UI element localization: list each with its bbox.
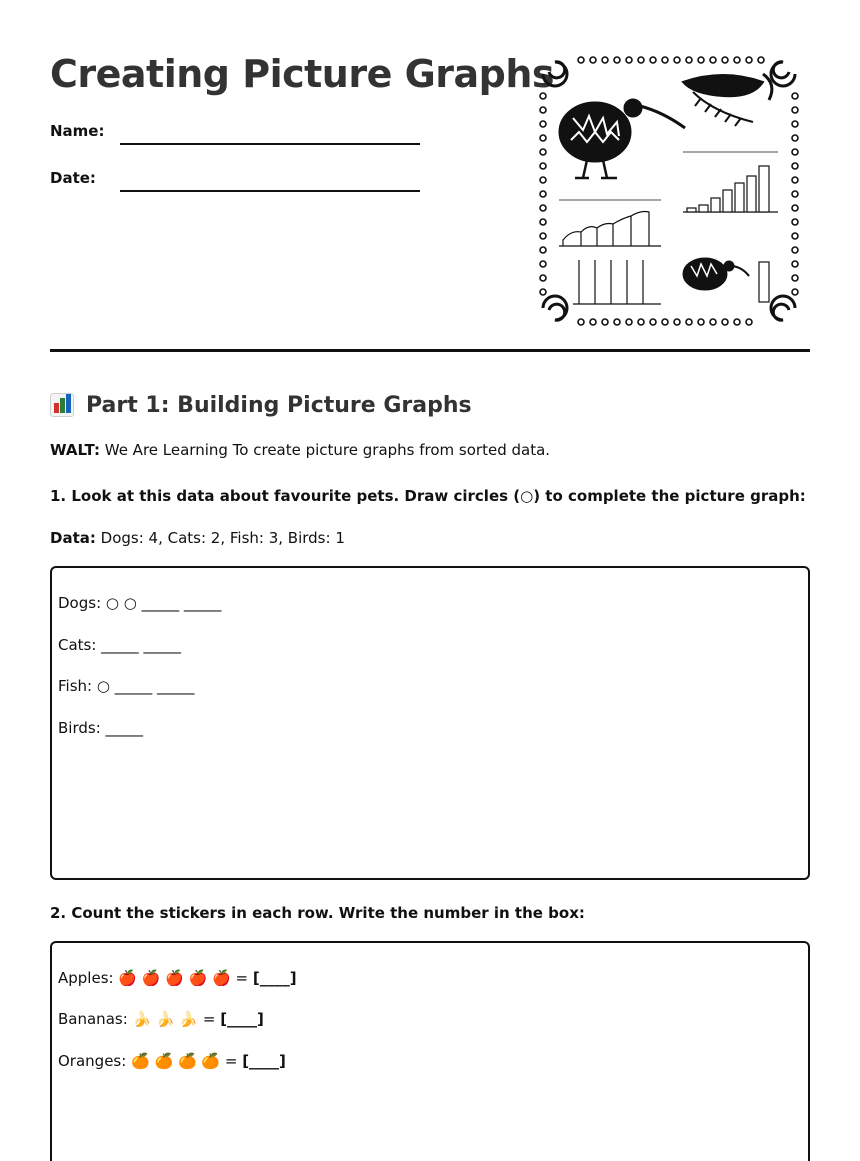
sticker-row-apples [58,969,297,987]
name-label: Name: [50,122,105,140]
part1-heading-text: Part 1: Building Picture Graphs [86,392,472,418]
part1-heading [50,390,472,420]
page-title: Creating Picture Graphs [50,52,555,96]
apples-answer-box[interactable]: [____] [252,969,297,987]
sticker-row-bananas [58,1010,264,1028]
walt-statement [50,441,550,459]
fern-pattern-icon [683,74,772,126]
sticker-row-oranges [58,1052,286,1070]
date-write-line[interactable] [120,190,420,192]
header-divider [50,349,810,352]
graph-row-fish: Fish: ○ _____ _____ [58,677,195,695]
walt-label: WALT: [50,441,100,459]
date-label: Date: [50,169,96,187]
orange-icon: Oranges: 🍊 🍊 🍊 🍊 = [58,1052,243,1070]
mini-bar-chart-icon [683,152,778,212]
walt-text: We Are Learning To create picture graphs from sorted data. [99,441,551,459]
small-kiwi-icon [683,258,769,302]
banana-icon: Bananas: 🍌 🍌 🍌 = [58,1010,221,1028]
sticker-count-box[interactable] [50,941,810,1161]
mini-area-chart-icon [559,200,661,246]
question2-prompt: 2. Count the stickers in each row. Write the number in the box: [50,904,585,922]
graph-row-dogs: Dogs: ○ ○ _____ _____ [58,594,222,612]
kiwi-graph-illustration [533,52,805,328]
name-write-line[interactable] [120,143,420,145]
oranges-answer-box[interactable]: [____] [242,1052,286,1070]
worksheet-header [50,50,810,330]
bananas-answer-box[interactable]: [____] [220,1010,264,1028]
kiwi-bird-icon [559,99,685,178]
data-label: Data: [50,529,96,547]
picture-graph-answer-box[interactable] [50,566,810,880]
red-apple-icon: Apples: 🍎 🍎 🍎 🍎 🍎 = [58,969,253,987]
graph-row-birds: Birds: _____ [58,719,144,737]
data-values: Dogs: 4, Cats: 2, Fish: 3, Birds: 1 [95,529,345,547]
graph-row-cats: Cats: _____ _____ [58,636,181,654]
mini-column-chart-icon [573,260,661,304]
bar-chart-icon [50,393,74,417]
question1-prompt: 1. Look at this data about favourite pets. Draw circles (○) to complete the picture graph: [50,487,806,505]
pet-data-line [50,529,345,547]
